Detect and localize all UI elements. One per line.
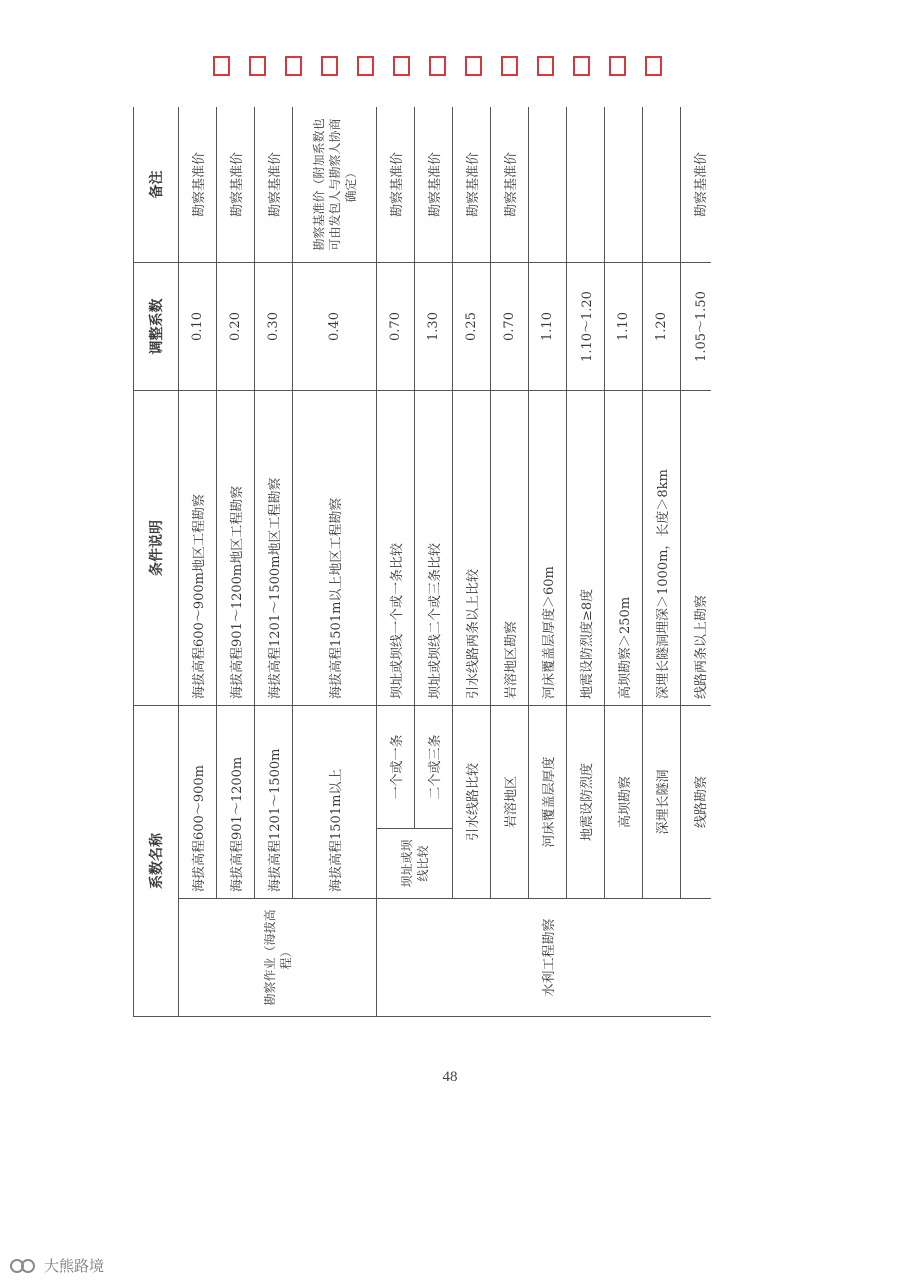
header-name: 系数名称 [134,706,179,1017]
row-factor: 0.25 [453,263,491,391]
row-remark: 勘察基准价 [179,107,217,263]
row-remark: 勘察基准价 [491,107,529,263]
row-condition: 海拔高程901～1200m地区工程勘察 [217,391,255,706]
table-row [681,107,712,1017]
watermark-text: 大熊路境 [44,1257,105,1275]
row-factor: 0.30 [255,263,293,391]
row-name: 海拔高程600～900m [179,706,217,899]
alignment-group-cell: 坝址或坝线比较 [377,829,453,899]
row-remark [529,107,567,263]
row-remark [567,107,605,263]
row-remark: 勘察基准价 [415,107,453,263]
row-name: 岩溶地区 [491,706,529,899]
table-row [293,107,377,1017]
row-condition: 高坝勘察＞250m [605,391,643,706]
row-factor: 1.10～1.20 [567,263,605,391]
row-remark: 勘察基准价 [681,107,712,263]
watermark [8,1255,104,1276]
table-row [567,107,605,1017]
row-name: 海拔高程1501m以上 [293,706,377,899]
red-box [321,56,338,76]
red-box [429,56,446,76]
row-remark [643,107,681,263]
row-factor: 0.10 [179,263,217,391]
row-factor: 0.70 [491,263,529,391]
red-box [465,56,482,76]
table-row [453,107,491,1017]
row-remark [605,107,643,263]
page-number: 48 [442,1069,458,1085]
table-row [217,107,255,1017]
row-name: 一个或一条 [377,706,415,829]
table-row [529,107,567,1017]
header-factor: 调整系数 [134,263,179,391]
row-condition: 地震设防烈度≥8度 [567,391,605,706]
table-header-row [134,107,179,1017]
row-factor: 1.10 [605,263,643,391]
row-condition: 海拔高程600～900m地区工程勘察 [179,391,217,706]
table-row [491,107,529,1017]
row-name: 地震设防烈度 [567,706,605,899]
row-condition: 河床覆盖层厚度＞60m [529,391,567,706]
rotated-table-frame [133,107,711,1017]
header-red-boxes [213,56,662,76]
red-box [537,56,554,76]
header-remark: 备注 [134,107,179,263]
row-name: 海拔高程1201～1500m [255,706,293,899]
row-remark: 勘察基准价（附加系数也可由发包人与勘察人协商确定） [293,107,377,263]
table-row [377,107,415,1017]
row-name: 线路勘察 [681,706,712,899]
row-condition: 线路两条以上勘察 [681,391,712,706]
row-factor: 1.10 [529,263,567,391]
row-condition: 海拔高程1201～1500m地区工程勘察 [255,391,293,706]
red-box [573,56,590,76]
row-name: 二个或三条 [415,706,453,829]
row-factor: 0.20 [217,263,255,391]
row-name: 河床覆盖层厚度 [529,706,567,899]
red-box [285,56,302,76]
red-box [213,56,230,76]
row-name: 海拔高程901～1200m [217,706,255,899]
row-condition: 坝址或坝线二个或三条比较 [415,391,453,706]
row-factor: 1.05～1.50 [681,263,712,391]
row-name: 高坝勘察 [605,706,643,899]
row-name: 深埋长隧洞 [643,706,681,899]
red-box [393,56,410,76]
row-condition: 深埋长隧洞埋深＞1000m，长度＞8km [643,391,681,706]
row-name: 引水线路比较 [453,706,491,899]
table-row [643,107,681,1017]
row-remark: 勘察基准价 [217,107,255,263]
table-row [605,107,643,1017]
row-factor: 0.70 [377,263,415,391]
row-factor: 1.30 [415,263,453,391]
red-box [609,56,626,76]
red-box [501,56,518,76]
table-row [255,107,293,1017]
row-condition: 海拔高程1501m以上地区工程勘察 [293,391,377,706]
row-remark: 勘察基准价 [255,107,293,263]
header-condition: 条件说明 [134,391,179,706]
infinity-logo-icon [8,1257,38,1275]
group-survey-cell: 勘察作业（海拔高程） [179,899,377,1017]
red-box [645,56,662,76]
red-box [249,56,266,76]
group-water-cell: 水利工程勘察 [377,899,712,1017]
row-remark: 勘察基准价 [377,107,415,263]
row-condition: 引水线路两条以上比较 [453,391,491,706]
row-remark: 勘察基准价 [453,107,491,263]
table-row [179,107,217,1017]
row-condition: 岩溶地区勘察 [491,391,529,706]
row-factor: 0.40 [293,263,377,391]
landscape-table-container [133,107,711,1017]
row-condition: 坝址或坝线一个或一条比较 [377,391,415,706]
coefficient-table [133,107,711,1017]
row-factor: 1.20 [643,263,681,391]
red-box [357,56,374,76]
